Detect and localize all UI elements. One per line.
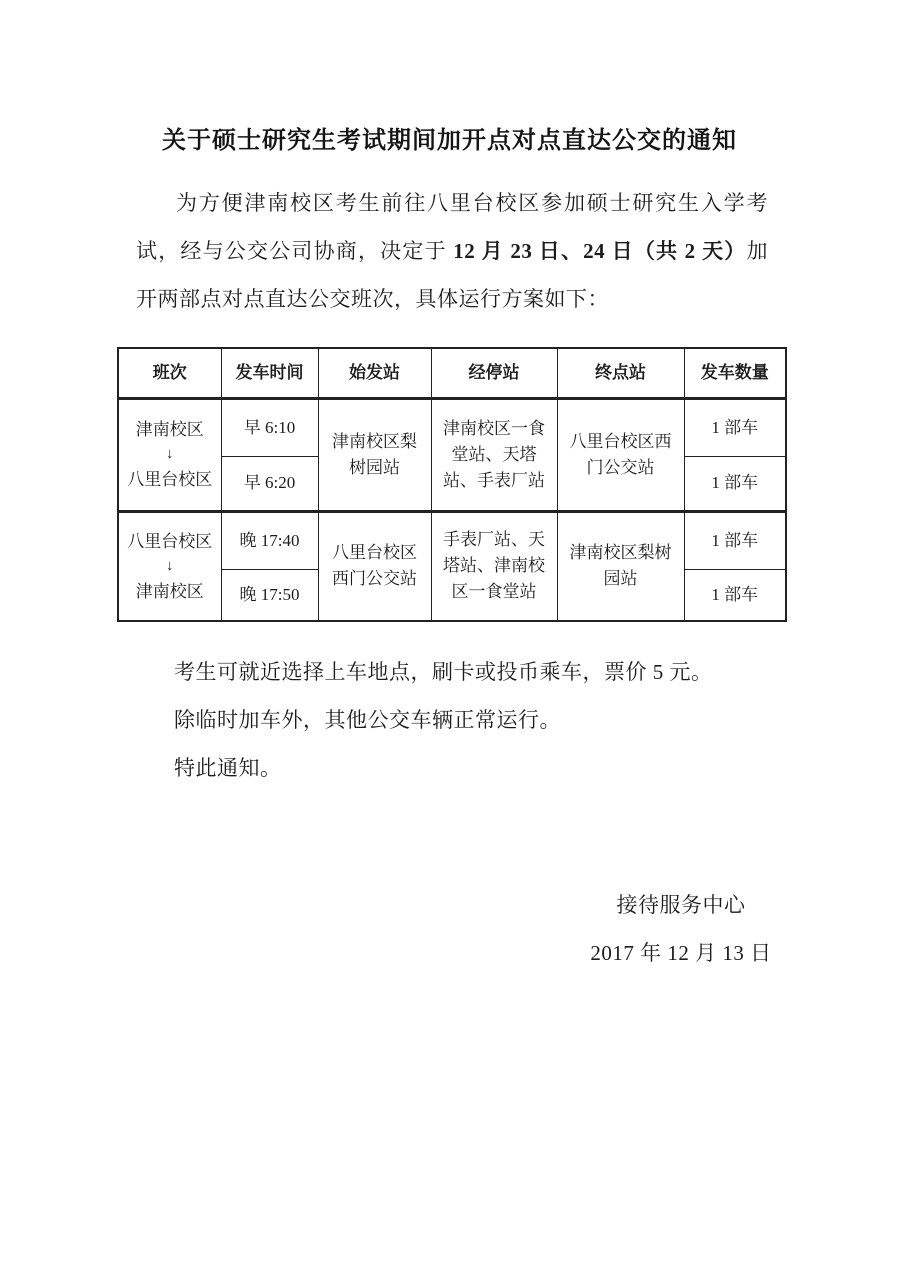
note-normal-operation: 除临时加车外，其他公交车辆正常运行。	[174, 708, 561, 732]
bus-schedule-table	[117, 347, 787, 622]
note-closing: 特此通知。	[174, 756, 282, 780]
page-title: 关于硕士研究生考试期间加开点对点直达公交的通知	[162, 128, 737, 154]
header-departure-time: 发车时间	[221, 348, 318, 398]
header-bus-count: 发车数量	[684, 348, 786, 398]
terminal-cell: 津南校区梨树园站	[557, 511, 684, 621]
route-to: 八里台校区	[127, 470, 213, 489]
route-cell	[118, 398, 221, 511]
time-cell: 早 6:10	[221, 398, 318, 456]
route-to: 津南校区	[135, 581, 204, 601]
time-cell: 早 6:20	[221, 456, 318, 511]
origin-cell: 津南校区梨树园站	[318, 398, 431, 511]
table-row	[118, 398, 786, 456]
signature-date: 2017 年 12 月 13 日	[590, 941, 772, 965]
header-origin-station: 始发站	[318, 348, 431, 398]
note-fare: 考生可就近选择上车地点，刷卡或投币乘车，票价 5 元。	[174, 660, 713, 684]
count-cell: 1 部车	[684, 398, 786, 456]
stops-cell: 手表厂站、天塔站、津南校区一食堂站	[431, 511, 557, 621]
route-from: 津南校区	[135, 420, 204, 439]
route-from: 八里台校区	[127, 531, 213, 551]
intro-bold-dates: 12 月 23 日、24 日（共 2 天）	[453, 239, 747, 263]
count-cell: 1 部车	[684, 511, 786, 569]
signature-org: 接待服务中心	[616, 893, 746, 917]
intro-text-part1: 为方便津南校区考生前往八里台校区参加硕士研究生入学考试，经与公交公司协商，决定于	[136, 191, 768, 263]
header-terminal-station: 终点站	[557, 348, 684, 398]
count-cell: 1 部车	[684, 456, 786, 511]
time-cell: 晚 17:40	[221, 511, 318, 569]
count-cell: 1 部车	[684, 569, 786, 621]
terminal-cell: 八里台校区西门公交站	[557, 398, 684, 511]
table-row	[118, 511, 786, 569]
down-arrow-icon: ↓	[166, 446, 174, 462]
origin-cell: 八里台校区西门公交站	[318, 511, 431, 621]
stops-cell: 津南校区一食堂站、天塔站、手表厂站	[431, 398, 557, 511]
route-cell	[118, 511, 221, 621]
down-arrow-icon: ↓	[166, 557, 174, 574]
header-route: 班次	[118, 348, 221, 398]
signature-block	[546, 881, 816, 977]
notes-section	[136, 648, 776, 792]
header-stops: 经停站	[431, 348, 557, 398]
table-header-row	[118, 348, 786, 398]
intro-paragraph	[136, 179, 768, 323]
time-cell: 晚 17:50	[221, 569, 318, 621]
intro-text-part2: 加开两部点对点直达公交班次，具体运行方案如下：	[136, 239, 769, 311]
